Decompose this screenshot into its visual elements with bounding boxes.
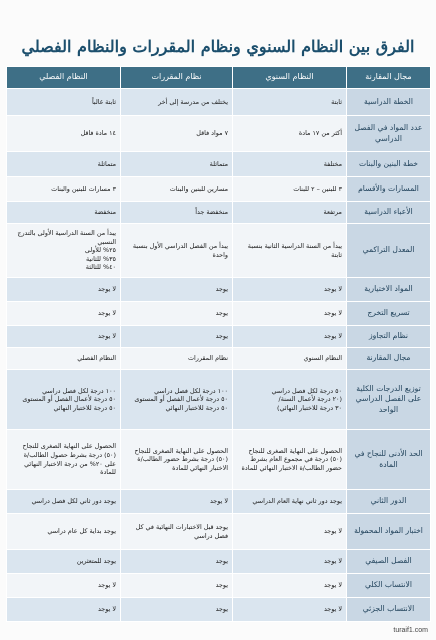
cell-text: الحصول على النهاية الصغرى للنجاح (٥٠) درجة بشرط حصول الطالب/ة على ٢٠% من درجة الاختبار النهائي للمادة (22, 442, 116, 477)
cell-text: الحصول على النهاية الصغرى للنجاح (٥٠) درجة في مجموع العام بشرط حضور الطالب/ة الاختبار النهائي للمادة (241, 446, 342, 472)
cell-text: يوجد دور ثاني لكل فصل دراسي (31, 497, 116, 506)
cell-text: لا يوجد (323, 285, 342, 294)
header-semester-system: النظام الفصلي (7, 67, 121, 89)
cell-text: لا يوجد (97, 309, 116, 318)
table-cell (121, 550, 233, 574)
table-cell (233, 116, 347, 152)
table-cell (7, 598, 121, 622)
table-row (7, 430, 431, 490)
table-row (7, 224, 431, 278)
cell-text: منخفضة (94, 208, 116, 217)
row-label: الخطة الدراسية (347, 89, 431, 116)
table-row (7, 152, 431, 177)
table-cell (121, 89, 233, 116)
row-label: مجال المقارنة (347, 348, 431, 370)
cell-text: ٣ مسارات للبنين والبنات (51, 184, 116, 193)
row-label: عدد المواد في الفصل الدراسي (347, 116, 431, 152)
table-cell (7, 370, 121, 430)
cell-text: يختلف من مدرسة إلى أخر (158, 97, 228, 106)
cell-text: النظام الفصلي (77, 354, 116, 363)
table-cell (233, 278, 347, 302)
table-cell (121, 302, 233, 326)
table-row (7, 278, 431, 302)
cell-text: لا يوجد (323, 581, 342, 590)
row-label: المسارات والأقسام (347, 177, 431, 202)
cell-text: متماثلة (209, 159, 228, 168)
table-cell (233, 598, 347, 622)
cell-text: يوجد للمتعثرين (76, 557, 116, 566)
table-cell (121, 348, 233, 370)
cell-text: ٣ للبنين – ٢ للبنات (293, 184, 342, 193)
cell-text: لا يوجد (323, 557, 342, 566)
cell-text: ٣٥% للثانية (85, 254, 116, 263)
cell-text: مسارين للبنين والبنات (169, 184, 228, 193)
cell-text: ١٠٠ درجة لكل فصل دراسي (42, 386, 116, 395)
cell-text: متماثلة (97, 159, 116, 168)
table-cell (7, 152, 121, 177)
table-cell (233, 574, 347, 598)
table-cell (121, 430, 233, 490)
table-row (7, 202, 431, 224)
table-cell (121, 370, 233, 430)
table-cell (233, 152, 347, 177)
row-label: الحد الأدنى للنجاح في المادة (347, 430, 431, 490)
cell-text: لا يوجد (97, 605, 116, 614)
cell-text: لا يوجد (97, 332, 116, 341)
cell-text: مختلفة (323, 159, 342, 168)
cell-text: يوجد قبل الاختبارات النهائية في كل فصل دراسي (135, 522, 228, 540)
table-cell (7, 574, 121, 598)
table-cell (121, 490, 233, 514)
cell-text: منخفضة جداً (195, 208, 228, 217)
cell-text: (٢٠ درجة لأعمال السنة/ (278, 395, 342, 404)
header-courses-system: نظام المقررات (121, 67, 233, 89)
cell-text: ١٤ مادة فاقل (80, 129, 116, 138)
cell-text: ٧ مواد فاقل (196, 129, 228, 138)
cell-text: يوجد دور ثاني نهاية العام الدراسي (252, 497, 342, 506)
table-cell (7, 348, 121, 370)
table-cell (233, 224, 347, 278)
table-body (7, 89, 431, 622)
table-cell (7, 224, 121, 278)
table-cell (233, 430, 347, 490)
cell-text: ٤٠% للثالثة (85, 263, 116, 272)
cell-text: يوجد (215, 309, 228, 318)
row-label: نظام التجاوز (347, 326, 431, 348)
table-row (7, 348, 431, 370)
cell-text: ٣٠ درجة للاختبار النهائي) (276, 403, 342, 412)
cell-text: يبدأ من السنة الدراسية الأولى بالتدرج النسبي (17, 228, 116, 246)
table-row (7, 116, 431, 152)
table-cell (7, 202, 121, 224)
row-label: الانتساب الكلي (347, 574, 431, 598)
cell-text: ٥٠ درجة للاختبار النهائي (53, 403, 116, 412)
table-row (7, 550, 431, 574)
cell-text: يوجد (215, 581, 228, 590)
table-row (7, 514, 431, 550)
table-row (7, 370, 431, 430)
row-label: اختبار المواد المحمولة (347, 514, 431, 550)
table-row (7, 302, 431, 326)
table-cell (121, 202, 233, 224)
table-cell (233, 550, 347, 574)
table-cell (121, 224, 233, 278)
cell-text: لا يوجد (97, 581, 116, 590)
table-cell (233, 302, 347, 326)
cell-text: ٥٠ درجة لأعمال الفصل أو المستوى (22, 395, 116, 404)
table-cell (121, 574, 233, 598)
table-row (7, 574, 431, 598)
table-cell (121, 116, 233, 152)
header-annual-system: النظام السنوي (233, 67, 347, 89)
cell-text: النظام السنوي (303, 354, 342, 363)
table-cell (7, 490, 121, 514)
table-row (7, 598, 431, 622)
cell-text: ٥٠ درجة للاختبار النهائي (165, 403, 228, 412)
row-label: الدور الثاني (347, 490, 431, 514)
table-cell (233, 370, 347, 430)
row-label: توزيع الدرجات الكلية على الفصل الدراسي الواحد (347, 370, 431, 430)
table-cell (7, 302, 121, 326)
table-row (7, 490, 431, 514)
cell-text: يوجد (215, 285, 228, 294)
row-label: الفصل الصيفي (347, 550, 431, 574)
row-label: المواد الاختيارية (347, 278, 431, 302)
table-cell (121, 598, 233, 622)
table-cell (121, 514, 233, 550)
row-label: تسريع التخرج (347, 302, 431, 326)
watermark: turaif1.com (393, 627, 428, 634)
table-cell (121, 152, 233, 177)
table-header-row (7, 67, 431, 89)
table-row (7, 89, 431, 116)
table-cell (233, 514, 347, 550)
cell-text: لا يوجد (323, 605, 342, 614)
table-cell (121, 177, 233, 202)
table-cell (7, 430, 121, 490)
cell-text: يبدأ من الفصل الدراسي الأول بنسبة واحدة (132, 241, 228, 259)
table-cell (7, 89, 121, 116)
cell-text: ثابتة غالباً (91, 97, 116, 106)
page-title: الفرق بين النظام السنوي ونظام المقررات والنظام الفصلي (21, 37, 415, 56)
cell-text: ثابتة (331, 97, 342, 106)
cell-text: مرتفعة (323, 208, 342, 217)
cell-text: الحصول على النهاية الصغرى للنجاح (٥٠) درجة بشرط حضور الطالب/ة الاختبار النهائي للمادة (134, 446, 228, 472)
row-label: الأعباء الدراسية (347, 202, 431, 224)
table-cell (121, 278, 233, 302)
cell-text: يوجد بداية كل عام دراسي (47, 527, 116, 536)
table-cell (121, 326, 233, 348)
cell-text: أكثر من ١٧ مادة (298, 129, 342, 138)
comparison-table (6, 66, 431, 622)
row-label: خطة البنين والبنات (347, 152, 431, 177)
cell-text: يوجد (215, 332, 228, 341)
table-row (7, 326, 431, 348)
header-comparison-field: مجال المقارنة (347, 67, 431, 89)
table-cell (233, 326, 347, 348)
table-cell (233, 348, 347, 370)
table-cell (7, 550, 121, 574)
table-cell (7, 326, 121, 348)
table-row (7, 177, 431, 202)
table-cell (233, 177, 347, 202)
cell-text: لا يوجد (323, 332, 342, 341)
cell-text: نظام المقررات (187, 354, 228, 363)
cell-text: لا يوجد (97, 285, 116, 294)
table-cell (233, 89, 347, 116)
cell-text: يوجد (215, 605, 228, 614)
row-label: الانتساب الجزئي (347, 598, 431, 622)
cell-text: ٥٠ درجة لكل فصل دراسي (271, 386, 342, 395)
cell-text: لا يوجد (323, 527, 342, 536)
table-cell (233, 202, 347, 224)
table-cell (7, 177, 121, 202)
cell-text: ٢٥% للأولى (84, 246, 116, 255)
cell-text: لا يوجد (209, 497, 228, 506)
table-cell (7, 116, 121, 152)
cell-text: ١٠٠ درجة لكل فصل دراسي (154, 386, 228, 395)
cell-text: ٥٠ درجة لأعمال الفصل أو المستوى (134, 395, 228, 404)
cell-text: يبدأ من السنة الدراسية الثانية بنسبة ثابتة (247, 241, 342, 259)
cell-text: لا يوجد (323, 309, 342, 318)
table-cell (7, 514, 121, 550)
row-label: المعدل التراكمي (347, 224, 431, 278)
cell-text: يوجد (215, 557, 228, 566)
table-cell (7, 278, 121, 302)
table-cell (233, 490, 347, 514)
